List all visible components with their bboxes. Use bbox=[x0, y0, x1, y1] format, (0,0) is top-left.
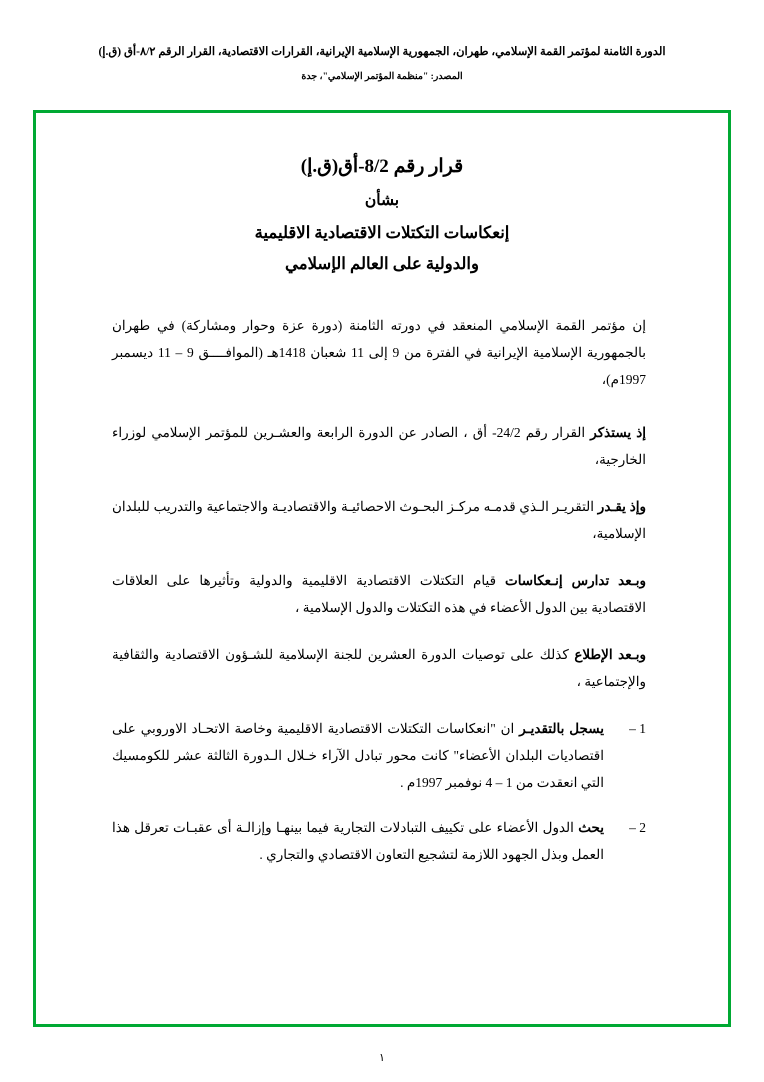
document-title-block bbox=[96, 155, 668, 274]
topic-line-1: إنعكاسات التكتلات الاقتصادية الاقليمية bbox=[254, 223, 510, 242]
whereas-text-3: قيام التكتلات الاقتصادية الاقليمية والدولية وتأثيرها على العلاقات الاقتصادية بين الدول الأعضاء في هذه التكتلات والدول الإسلامية ، bbox=[112, 573, 646, 615]
list-item-number-1: 1 – bbox=[629, 721, 646, 736]
list-item-body-2: الدول الأعضاء على تكييف التبادلات التجارية فيما بينهـا وإزالـة أى عقبـات تعرقل هذا العمل وبذل الجهود اللازمة لتشجيع التعاون الاقتصادي والتجاري . bbox=[112, 820, 604, 862]
list-item-text-2 bbox=[112, 814, 604, 868]
whereas-lead-2: وإذ يقـدر bbox=[597, 499, 646, 514]
list-item-text-1 bbox=[112, 715, 604, 796]
list-item bbox=[112, 715, 646, 796]
list-item-body-1: ان "انعكاسات التكتلات الاقتصادية الاقليمية وخاصة الاتحـاد الاوروبي على اقتصاديات البلدان الأعضاء" كانت محور تبادل الآراء خـلال الـدورة الثالثة عشر للكومسيك التي انعقدت من 1 – 4 نوفمبر 1997م . bbox=[112, 721, 604, 790]
whereas-paragraph-3 bbox=[112, 567, 646, 621]
list-item-lead-2: يحث bbox=[578, 820, 604, 835]
document-frame-border bbox=[33, 110, 731, 1027]
list-item-lead-1: يسجل بالتقديـر bbox=[519, 721, 604, 736]
header-citation-line: الدورة الثامنة لمؤتمر القمة الإسلامي، طهران، الجمهورية الإسلامية الإيرانية، القرارات الاقتصادية، القرار الرقم ٨/٢-أق (ق.إ) bbox=[98, 46, 666, 58]
document-content bbox=[36, 113, 728, 906]
preamble-paragraph: إن مؤتمر القمة الإسلامي المنعقد في دورته الثامنة (دورة عزة وحوار ومشاركة) في طهران بالجمهورية الإسلامية الإيرانية في الفترة من 9 إلى 11 شعبان 1418هـ (الموافــــق 9 – 11 ديسمبر 1997م)، bbox=[112, 318, 646, 387]
whereas-text-1: القرار رقم 24/2- أق ، الصادر عن الدورة الرابعة والعشـرين للمؤتمر الإسلامي لوزراء الخارجية، bbox=[112, 425, 646, 467]
whereas-text-4: كذلك على توصيات الدورة العشرين للجنة الإسلامية للشـؤون الاقتصادية والثقافية والإجتماعية ، bbox=[112, 647, 646, 689]
whereas-text-2: التقريـر الـذي قدمـه مركـز البحـوث الاحصائيـة والاقتصاديـة والاجتماعية والتدريب للبلدان الإسلامية، bbox=[112, 499, 646, 541]
header-source-line: المصدر: "منظمة المؤتمر الإسلامي"، جدة bbox=[301, 72, 463, 83]
whereas-paragraph-2 bbox=[112, 493, 646, 547]
topic-line-2: والدولية على العالم الإسلامي bbox=[284, 254, 479, 273]
whereas-paragraph-1 bbox=[112, 419, 646, 473]
whereas-lead-1: إذ يستذكر bbox=[590, 425, 646, 440]
whereas-lead-4: وبـعد الإطلاع bbox=[574, 647, 647, 662]
list-item-number-2: 2 – bbox=[629, 820, 646, 835]
document-header bbox=[0, 0, 764, 82]
whereas-paragraph-4 bbox=[112, 641, 646, 695]
whereas-lead-3: وبـعد تدارس إنـعكاسات bbox=[504, 573, 646, 588]
page-number: ١ bbox=[379, 1052, 385, 1064]
regarding-label: بشأن bbox=[364, 192, 400, 209]
resolution-number: قرار رقم 8/2-أق(ق.إ) bbox=[300, 156, 464, 177]
document-body bbox=[96, 312, 668, 868]
list-item bbox=[112, 814, 646, 868]
